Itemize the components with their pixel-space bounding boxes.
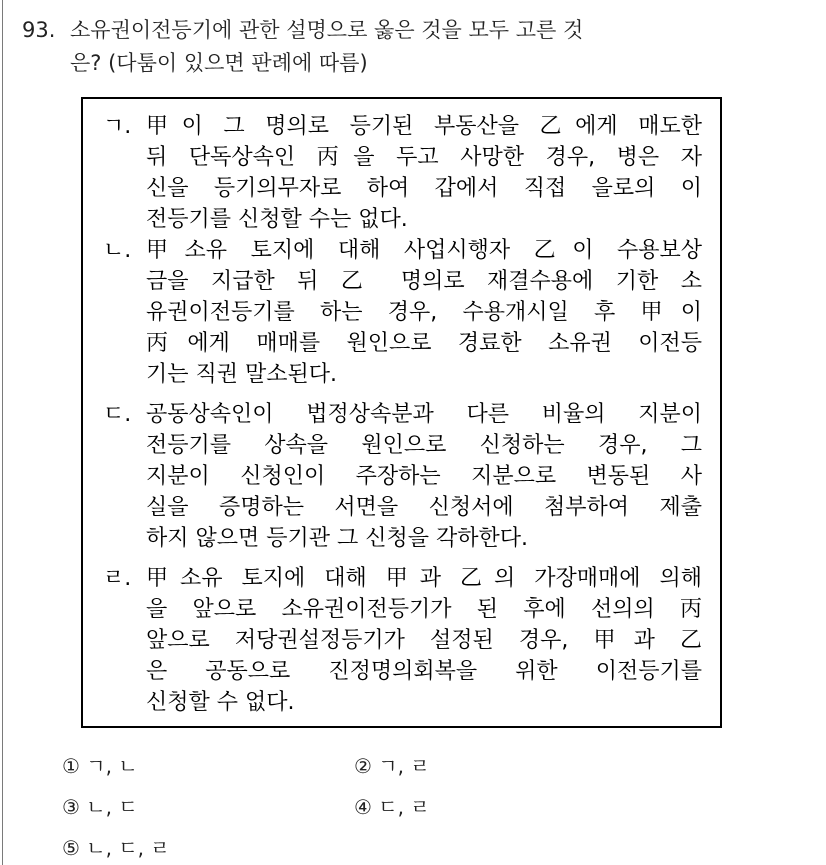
choice-2[interactable]: ② ㄱ, ㄹ (354, 754, 430, 778)
statement-mark: ㄴ. (103, 238, 132, 263)
statement-mark: ㄷ. (103, 402, 132, 427)
choice-1[interactable]: ① ㄱ, ㄴ (62, 754, 138, 778)
statement-na: ㄴ. 甲소유 토지에 대해 사업시행자 乙이 수용보상 금을 지급한 뒤 乙 명의로 재결수용에 기한 소 유권이전등기를 하는 경우, 수용개시일 후 甲이 丙에게 매매를 원인으로 경료한 소유권 이전등 기는 직권 말소된다. (103, 235, 703, 390)
statement-ra: ㄹ. 甲소유 토지에 대해 甲과 乙의 가장매매에 의해 을 앞으로 소유권이전등기가 된 후에 선의의 丙 앞으로 저당권설정등기가 설정된 경우, 甲과 乙 은 공동으로 진정명의회복을 위한 이전등기를 신청할 수 없다. (103, 563, 703, 718)
statement-mark: ㄹ. (103, 566, 132, 591)
question-stem (22, 14, 742, 80)
choice-3[interactable]: ③ ㄴ, ㄷ (62, 795, 138, 819)
statement-mark: ㄱ. (103, 114, 132, 139)
statement-da: ㄷ. 공동상속인이 법정상속분과 다른 비율의 지분이 전등기를 상속을 원인으로 신청하는 경우, 그 지분이 신청인이 주장하는 지분으로 변동된 사 실을 증명하는 서면을 신청서에 첨부하여 제출 하지 않으면 등기관 그 신청을 각하한다. (103, 399, 703, 554)
question-number: 93. (22, 18, 56, 42)
statement-ga: ㄱ. 甲이 그 명의로 등기된 부동산을 乙에게 매도한 뒤 단독상속인 丙을 두고 사망한 경우, 병은 자 신을 등기의무자로 하여 갑에서 직접 을로의 이 전등기를 신청할 수는 없다. (103, 111, 703, 235)
question-line-2: 은? (다툼이 있으면 판례에 따름) (70, 51, 368, 75)
choice-5[interactable]: ⑤ ㄴ, ㄷ, ㄹ (62, 836, 170, 860)
choice-4[interactable]: ④ ㄷ, ㄹ (354, 795, 430, 819)
question-line-1: 93. 소유권이전등기에 관한 설명으로 옳은 것을 모두 고른 것 (22, 14, 742, 47)
page-left-border (2, 0, 3, 865)
statements-box (81, 97, 722, 728)
